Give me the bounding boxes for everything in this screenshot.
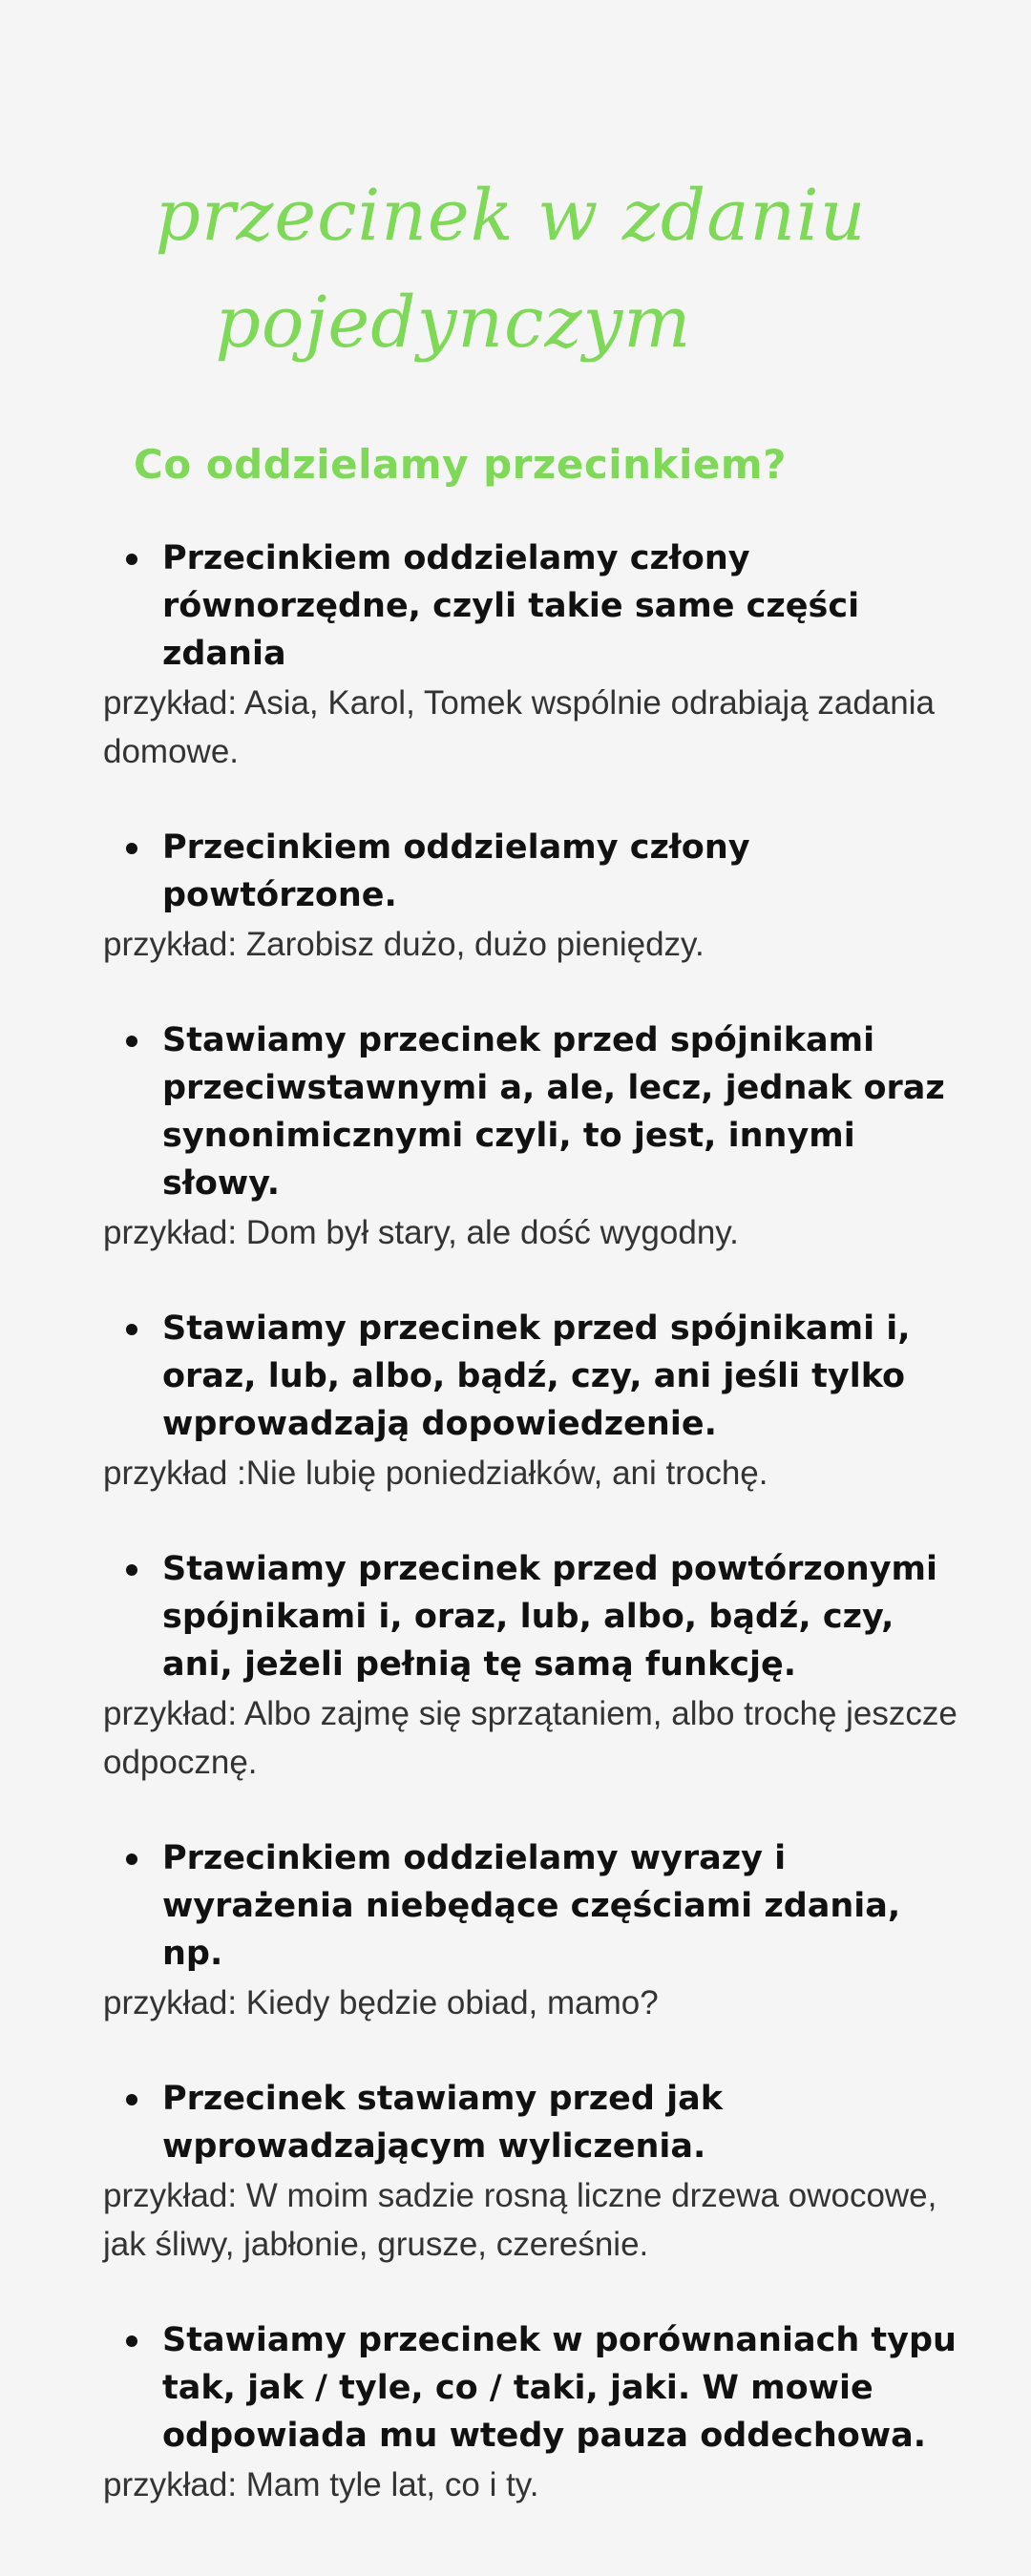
rule-text: Przecinkiem oddzielamy wyrazy i wyrażenia niebędące częściami zdania, np. (162, 1839, 901, 1973)
example-text: przykład: Mam tyle lat, co i ty. (103, 2466, 539, 2503)
rule-section-1 (103, 534, 962, 776)
bullet-icon (126, 2094, 137, 2105)
bullet-icon (126, 554, 137, 565)
rule-section-3 (103, 1016, 962, 1257)
example-text: przykład :Nie lubię poniedziałków, ani trochę. (103, 1455, 768, 1492)
rule-text: Stawiamy przecinek w porównaniach typu tak, jak / tyle, co / taki, jaki. W mowie odpowiada mu wtedy pauza oddechowa. (162, 2321, 957, 2455)
section-heading: Co oddzielamy przecinkiem? (134, 441, 787, 488)
rule-text: Stawiamy przecinek przed powtórzonymi spójnikami i, oraz, lub, albo, bądź, czy, ani, jeżeli pełnią tę samą funkcję. (162, 1550, 938, 1684)
bullet-icon (126, 1564, 137, 1576)
example-text: przykład: Kiedy będzie obiad, mamo? (103, 1984, 659, 2021)
rule-item (103, 1305, 962, 1448)
rule-section-5 (103, 1545, 962, 1787)
rules-list (103, 534, 962, 2557)
example-text: przykład: Zarobisz dużo, dużo pieniędzy. (103, 926, 705, 963)
bullet-icon (126, 1853, 137, 1865)
rule-section-6 (103, 1834, 962, 2027)
rule-text: Przecinkiem oddzielamy człony powtórzone. (162, 828, 750, 914)
rule-text: Przecinek stawiamy przed jak wprowadzającym wyliczenia. (162, 2080, 724, 2166)
rule-text: Stawiamy przecinek przed spójnikami i, oraz, lub, albo, bądź, czy, ani jeśli tylko wprowadzają dopowiedzenie. (162, 1309, 911, 1443)
rule-item (103, 2316, 962, 2460)
page-title (0, 162, 1031, 376)
rule-item (103, 1834, 962, 1978)
rule-item (103, 824, 962, 919)
rule-section-8 (103, 2316, 962, 2509)
rule-section-7 (103, 2075, 962, 2269)
rule-section-2 (103, 824, 962, 969)
rule-item (103, 1016, 962, 1207)
example-text: przykład: W moim sadzie rosną liczne drzewa owocowe, jak śliwy, jabłonie, grusze, czereśnie. (103, 2177, 937, 2263)
bullet-icon (126, 1324, 137, 1335)
rule-section-4 (103, 1305, 962, 1497)
bullet-icon (126, 2335, 137, 2347)
rule-item (103, 2075, 962, 2170)
rule-item (103, 534, 962, 678)
example-text: przykład: Asia, Karol, Tomek wspólnie odrabiają zadania domowe. (103, 684, 935, 770)
rule-text: Stawiamy przecinek przed spójnikami przeciwstawnymi a, ale, lecz, jednak oraz synonimicznymi czyli, to jest, innymi słowy. (162, 1021, 945, 1203)
example-text: przykład: Albo zajmę się sprzątaniem, albo trochę jeszcze odpocznę. (103, 1695, 957, 1781)
title-line-2: pojedynczym (215, 281, 692, 364)
rule-text: Przecinkiem oddzielamy człony równorzędne, czyli takie same części zdania (162, 539, 860, 673)
rule-item (103, 1545, 962, 1688)
example-text: przykład: Dom był stary, ale dość wygodny. (103, 1214, 739, 1251)
bullet-icon (126, 1036, 137, 1047)
bullet-icon (126, 843, 137, 854)
title-line-1: przecinek w zdaniu (155, 174, 867, 257)
